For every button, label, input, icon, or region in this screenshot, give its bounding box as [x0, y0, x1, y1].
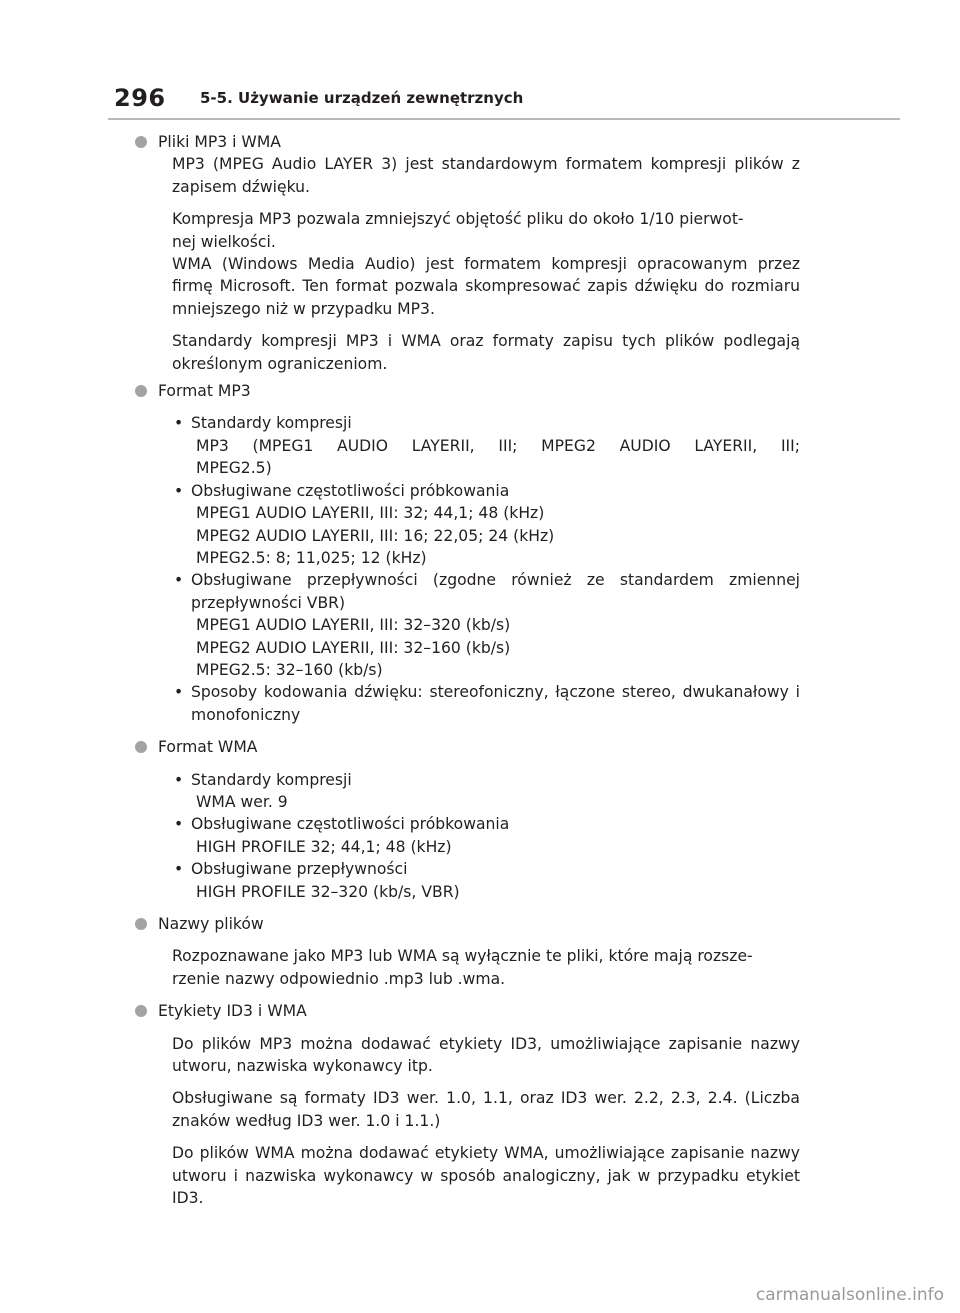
- list-item-values: WMA wer. 9: [196, 792, 288, 811]
- list-item: • Obsługiwane przepływności HIGH PROFILE 32–320 (kb/s, VBR): [174, 858, 800, 903]
- bullet-circle-icon: [135, 136, 147, 148]
- section-title: Pliki MP3 i WMA: [138, 131, 800, 153]
- bullet-circle-icon: [135, 385, 147, 397]
- list-item-values: HIGH PROFILE 32; 44,1; 48 (kHz): [196, 837, 452, 856]
- list-item: • Obsługiwane częstotliwości próbkowania MPEG1 AUDIO LAYERII, III: 32; 44,1; 48 (kHz) MPEG2 AUDIO LAYERII, III: 16; 22,05; 24 (kHz) MPEG2.5: 8; 11,025; 12 (kHz): [174, 480, 800, 570]
- bullet-dot-icon: •: [174, 571, 184, 590]
- list-item: • Obsługiwane częstotliwości próbkowania HIGH PROFILE 32; 44,1; 48 (kHz): [174, 813, 800, 858]
- list-item: • Sposoby kodowania dźwięku: stereofoniczny, łączone stereo, dwukanałowy i monofoniczny: [174, 683, 800, 724]
- chapter-title: 5-5. Używanie urządzeń zewnętrznych: [200, 89, 524, 107]
- list-item-values: HIGH PROFILE 32–320 (kb/s, VBR): [196, 882, 460, 901]
- bullet-dot-icon: •: [174, 815, 184, 834]
- section-title: Format WMA: [138, 736, 800, 758]
- page-content: [138, 131, 800, 1209]
- bullet-dot-icon: •: [174, 683, 184, 702]
- bullet-dot-icon: •: [174, 481, 184, 500]
- list-item: • Obsługiwane przepływności (zgodne również ze standardem zmiennej przepływności VBR) MPEG1 AUDIO LAYERII, III: 32–320 (kb/s) MPEG2 AUDIO LAYERII, III: 32–160 (kb/s) MPEG2.5: 32–160 (kb/s): [174, 569, 800, 681]
- page-number: 296: [114, 84, 166, 112]
- bullet-dot-icon: •: [174, 860, 184, 879]
- section-title: Etykiety ID3 i WMA: [138, 1000, 800, 1022]
- watermark-text: carmanualsonline.info: [755, 1285, 944, 1305]
- paragraph: Kompresja MP3 pozwala zmniejszyć objętość pliku do około 1/10 pierwot- nej wielkości. WMA (Windows Media Audio) jest formatem kompresji opracowanym przez firmę Microsoft. Ten format pozwala skompresować zapis dźwięku do rozmiaru mniejszego niż w przypadku MP3.: [172, 210, 800, 318]
- bullet-circle-icon: [135, 918, 147, 930]
- bullet-dot-icon: •: [174, 770, 184, 789]
- page-header: [108, 83, 900, 120]
- list-item-values: MPEG1 AUDIO LAYERII, III: 32; 44,1; 48 (kHz) MPEG2 AUDIO LAYERII, III: 16; 22,05; 24 (kHz) MPEG2.5: 8; 11,025; 12 (kHz): [196, 504, 555, 567]
- paragraph: Rozpoznawane jako MP3 lub WMA są wyłącznie te pliki, które mają rozsze- rzenie nazwy odpowiednio .mp3 lub .wma.: [172, 947, 753, 988]
- list-item: • Standardy kompresji WMA wer. 9: [174, 769, 800, 814]
- paragraph: Do plików WMA można dodawać etykiety WMA, umożliwiające zapisanie nazwy utworu i nazwiska wykonawcy w sposób analogiczny, jak w przypadku etykiet ID3.: [172, 1144, 800, 1208]
- list-item: • Standardy kompresji MP3 (MPEG1 AUDIO LAYERII, III; MPEG2 AUDIO LAYERII, III; MPEG2.5): [174, 412, 800, 479]
- list-item-values: MP3 (MPEG1 AUDIO LAYERII, III; MPEG2 AUDIO LAYERII, III; MPEG2.5): [196, 436, 800, 478]
- section-title: Nazwy plików: [138, 913, 800, 935]
- list-item-values: MPEG1 AUDIO LAYERII, III: 32–320 (kb/s) MPEG2 AUDIO LAYERII, III: 32–160 (kb/s) MPEG2.5: 32–160 (kb/s): [196, 616, 511, 679]
- section-title: Format MP3: [138, 380, 800, 402]
- paragraph: Standardy kompresji MP3 i WMA oraz formaty zapisu tych plików podlegają określonym ograniczeniom.: [172, 332, 800, 373]
- paragraph: Obsługiwane są formaty ID3 wer. 1.0, 1.1, oraz ID3 wer. 2.2, 2.3, 2.4. (Liczba znaków według ID3 wer. 1.0 i 1.1.): [172, 1089, 800, 1130]
- bullet-dot-icon: •: [174, 414, 184, 433]
- paragraph: Do plików MP3 można dodawać etykiety ID3, umożliwiające zapisanie nazwy utworu, nazwiska wykonawcy itp.: [172, 1034, 800, 1076]
- paragraph: MP3 (MPEG Audio LAYER 3) jest standardowym formatem kompresji plików z zapisem dźwięku.: [172, 155, 800, 196]
